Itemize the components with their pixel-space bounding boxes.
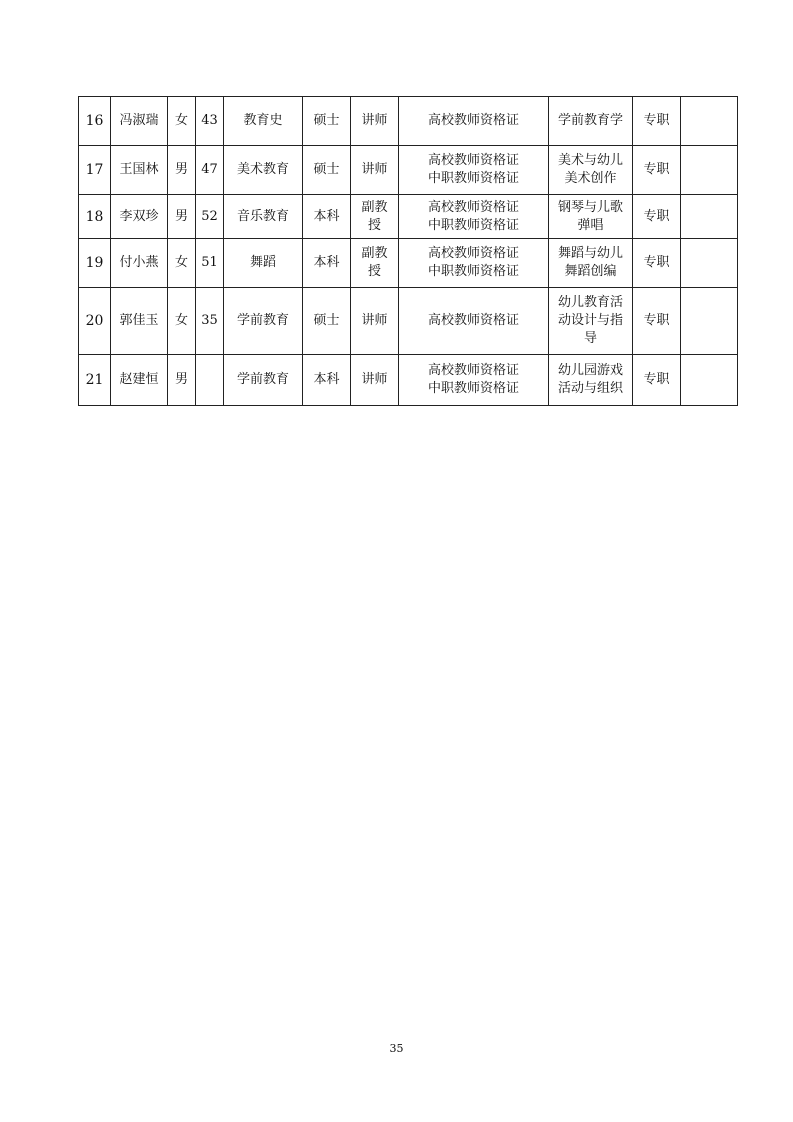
cell-line: 钢琴与儿歌: [557, 199, 623, 215]
cell-name: 郭佳玉: [111, 288, 168, 355]
cell-gender: 男: [168, 146, 196, 195]
cell-course: [549, 355, 633, 406]
cell-line: 中职教师资格证: [427, 264, 519, 279]
cell-type: 专职: [633, 239, 681, 288]
cell-age: 35: [196, 288, 224, 355]
cell-no: 16: [79, 97, 111, 146]
cell-name: 王国林: [111, 146, 168, 195]
cell-gender: 女: [168, 288, 196, 355]
cell-line: 讲师: [361, 372, 388, 387]
cell-line: 舞蹈与幼儿: [557, 246, 623, 261]
table-row: [79, 195, 738, 239]
table-row: [79, 288, 738, 355]
cell-no: 19: [79, 239, 111, 288]
cell-line: 授: [367, 264, 381, 279]
cell-line: 高校教师资格证: [427, 113, 519, 128]
cell-name: 付小燕: [111, 239, 168, 288]
cell-name: 李双珍: [111, 195, 168, 239]
cell-gender: 男: [168, 355, 196, 406]
cell-title: [351, 195, 399, 239]
cell-note: [681, 97, 738, 146]
cell-title: [351, 146, 399, 195]
cell-major: 舞蹈: [224, 239, 303, 288]
cell-line: 活动与组织: [557, 381, 623, 396]
cell-note: [681, 288, 738, 355]
cell-line: 高校教师资格证: [427, 313, 519, 328]
cell-degree: 硕士: [303, 97, 351, 146]
cell-note: [681, 239, 738, 288]
cell-cert: [399, 239, 549, 288]
cell-line: 弹唱: [577, 217, 604, 233]
cell-line: 讲师: [361, 113, 388, 128]
cell-major: 学前教育: [224, 355, 303, 406]
cell-line: 中职教师资格证: [427, 381, 519, 396]
cell-cert: [399, 146, 549, 195]
cell-line: 美术创作: [564, 171, 617, 186]
cell-major: 学前教育: [224, 288, 303, 355]
cell-degree: 本科: [303, 239, 351, 288]
cell-gender: 女: [168, 239, 196, 288]
cell-major: 音乐教育: [224, 195, 303, 239]
cell-line: 舞蹈创编: [564, 264, 617, 279]
cell-type: 专职: [633, 195, 681, 239]
cell-course: [549, 239, 633, 288]
cell-line: 高校教师资格证: [427, 246, 519, 261]
cell-line: 高校教师资格证: [427, 199, 519, 215]
cell-cert: [399, 288, 549, 355]
cell-major: 美术教育: [224, 146, 303, 195]
cell-no: 17: [79, 146, 111, 195]
cell-name: 赵建恒: [111, 355, 168, 406]
cell-course: [549, 97, 633, 146]
cell-note: [681, 146, 738, 195]
cell-line: 讲师: [361, 162, 388, 177]
table-row: [79, 239, 738, 288]
cell-line: 学前教育学: [557, 113, 623, 128]
cell-title: [351, 97, 399, 146]
cell-line: 幼儿教育活: [557, 295, 623, 310]
cell-major: 教育史: [224, 97, 303, 146]
cell-degree: 硕士: [303, 146, 351, 195]
cell-title: [351, 355, 399, 406]
table-row: [79, 355, 738, 406]
staff-table: [78, 96, 738, 406]
cell-course: [549, 288, 633, 355]
cell-line: 高校教师资格证: [427, 153, 519, 168]
table-row: [79, 97, 738, 146]
cell-line: 副教: [361, 246, 388, 261]
cell-degree: 本科: [303, 195, 351, 239]
cell-line: 讲师: [361, 313, 388, 328]
cell-cert: [399, 195, 549, 239]
cell-note: [681, 355, 738, 406]
cell-type: 专职: [633, 97, 681, 146]
cell-line: 美术与幼儿: [557, 153, 623, 168]
cell-gender: 男: [168, 195, 196, 239]
cell-line: 幼儿园游戏: [557, 363, 623, 378]
cell-title: [351, 239, 399, 288]
cell-line: 副教: [361, 199, 388, 215]
cell-line: 授: [367, 217, 381, 233]
cell-course: [549, 195, 633, 239]
cell-type: 专职: [633, 288, 681, 355]
cell-line: 导: [583, 331, 597, 346]
cell-age: 51: [196, 239, 224, 288]
cell-note: [681, 195, 738, 239]
table-row: [79, 146, 738, 195]
cell-no: 21: [79, 355, 111, 406]
cell-gender: 女: [168, 97, 196, 146]
cell-line: 中职教师资格证: [427, 217, 519, 233]
cell-line: 高校教师资格证: [427, 363, 519, 378]
cell-age: 47: [196, 146, 224, 195]
cell-degree: 硕士: [303, 288, 351, 355]
cell-name: 冯淑瑞: [111, 97, 168, 146]
cell-cert: [399, 97, 549, 146]
cell-line: 中职教师资格证: [427, 171, 519, 186]
cell-no: 18: [79, 195, 111, 239]
cell-age: 52: [196, 195, 224, 239]
cell-no: 20: [79, 288, 111, 355]
cell-title: [351, 288, 399, 355]
cell-type: 专职: [633, 355, 681, 406]
cell-cert: [399, 355, 549, 406]
cell-line: 动设计与指: [557, 313, 623, 328]
cell-degree: 本科: [303, 355, 351, 406]
cell-age: 43: [196, 97, 224, 146]
cell-age: [196, 355, 224, 406]
cell-course: [549, 146, 633, 195]
cell-type: 专职: [633, 146, 681, 195]
page-number: 35: [389, 1042, 404, 1055]
